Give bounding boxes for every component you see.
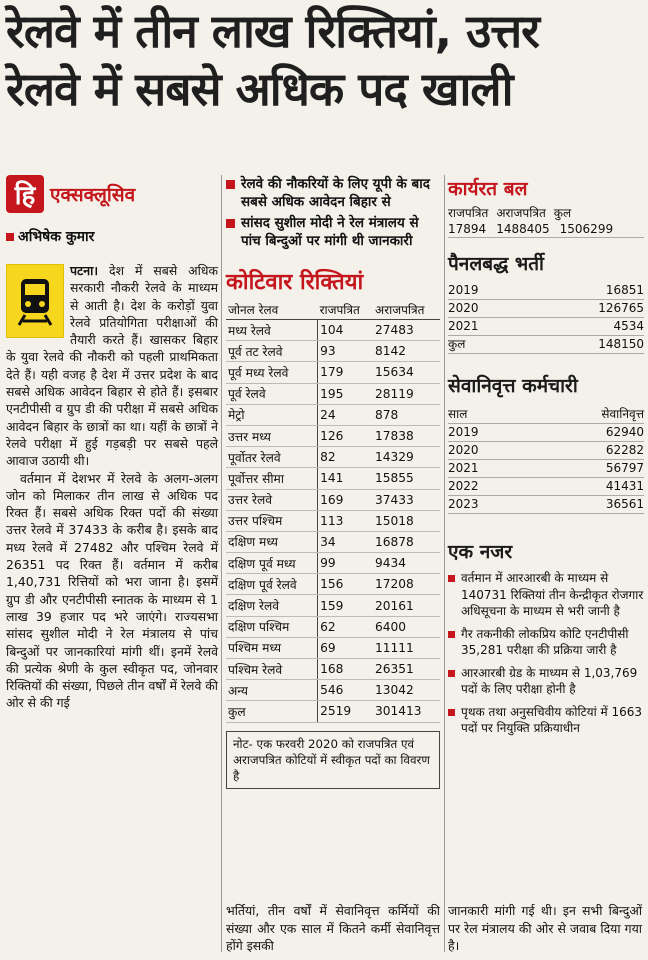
table-header-row [226,300,440,320]
zone-name-cell: पूर्व रेलवे [226,383,318,404]
zone-column [226,175,440,789]
zone-name-cell: पूर्वोत्तर सीमा [226,468,318,489]
value-cell: 169 [318,489,373,510]
table-row: 2021 4534 [448,318,644,336]
value-cell: 37433 [373,489,440,510]
table-row [226,383,440,404]
value-cell: 82 [318,447,373,468]
zone-name-cell: दक्षिण मध्य [226,531,318,552]
highlights [226,175,440,250]
article-continuation: जानकारी मांगी गई थी। इन सभी बिन्दुओं पर रेल मंत्रालय की ओर से जवाब दिया गया है। [448,903,642,953]
panel-title: पैनलबद्ध भर्ती [448,253,544,275]
table-row: कुल 148150 [448,336,644,354]
value-cell: 17838 [373,425,440,446]
table-row [226,404,440,425]
square-bullet-icon [226,180,235,189]
workforce-title: कार्यरत बल [448,178,528,200]
value-cell: 34 [318,531,373,552]
zone-name-cell: दक्षिण पूर्व मध्य [226,553,318,574]
table-row [226,362,440,383]
zone-name-cell: अन्य [226,680,318,701]
table-row: 2019 62940 [448,424,644,442]
byline [6,227,218,246]
table-row: 2020 62282 [448,442,644,460]
square-bullet-icon [448,575,455,582]
table-note: नोट- एक फरवरी 2020 को राजपत्रित एवं अराजपत्रित कोटियों में स्वीकृत पदों का विवरण है [226,731,440,789]
table-row [226,701,440,722]
value-cell: 17208 [373,574,440,595]
zone-table-title: कोटिवार रिक्तियां [226,269,364,295]
value-cell: 93 [318,341,373,362]
table-row: 2023 36561 [448,496,644,514]
zone-name-cell: पूर्वोतर रेलवे [226,447,318,468]
zone-name-cell: दक्षिण पश्चिम [226,616,318,637]
list-item: पृथक तथा अनुसचिवीय कोटियां में 1663 पदों पर नियुक्ति प्रक्रियाधीन [448,704,644,737]
table-row [226,553,440,574]
square-bullet-icon [448,670,455,677]
zone-vacancy-table [226,300,440,723]
table-row [226,320,440,341]
headline [6,2,642,118]
value-cell: 141 [318,468,373,489]
value-cell: 11111 [373,637,440,658]
table-row [226,447,440,468]
hindustan-logo: हि [6,175,44,213]
table-row [226,595,440,616]
value-cell: 6400 [373,616,440,637]
column-divider [444,175,445,952]
zone-name-cell: उत्तर पश्चिम [226,510,318,531]
value-cell: 159 [318,595,373,616]
value-cell: 179 [318,362,373,383]
table-row [226,680,440,701]
list-item: गैर तकनीकी लोकप्रिय कोटि एनटीपीसी 35,281 परीक्षा की प्रक्रिया जारी है [448,626,644,659]
value-cell: 8142 [373,341,440,362]
workforce-value-row: 17894 1488405 1506299 [448,221,644,238]
value-cell: 13042 [373,680,440,701]
table-row [226,489,440,510]
article-paragraph-2: वर्तमान में देशभर में रेलवे के अलग-अलग जोन को मिलाकर तीन लाख से अधिक पद रिक्त हैं। सबसे अधिक रिक्त पदों की संख्या उत्तर रेलवे में 37433 के करीब है। इसके बाद मध्य रेलवे में 27482 और पश्चिम रेलवे में 26351 पद रिक्त हैं। वर्तमान में करीब 1,40,731 रित्तियों को भरा जाना है। इसमें ग्रुप डी और एनटीपीसी स्नातक के माध्यम से 1 लाख 39 हजार पद भरे जाएंगे। राज्यसभा सांसद सुशील मोदी ने रेल मंत्रालय से पांच बिन्दुओं पर जानकारियां मांगी थीं। इनमें रेलवे की प्रत्येक श्रेणी के कुल स्वीकृत पद, जोनवार रिक्तियों की संख्या, पिछले तीन वर्षों में रेलवे की ओर से की गई [6,470,219,711]
table-row: 2019 16851 [448,282,644,300]
zone-name-cell: मध्य रेलवे [226,320,318,341]
table-row [226,425,440,446]
zone-name-cell: पूर्व मध्य रेलवे [226,362,318,383]
zone-name-cell: उत्तर रेलवे [226,489,318,510]
value-cell: 195 [318,383,373,404]
retired-header-row: साल सेवानिवृत्त [448,406,644,424]
stats-column [448,175,644,743]
headline-line-1: रेलवे में तीन लाख रिक्तियां, उत्तर [6,4,539,58]
glance-list [448,570,644,737]
value-cell: 301413 [373,701,440,722]
author-name: अभिषेक कुमार [18,229,95,245]
zone-name-cell: पश्चिम मध्य [226,637,318,658]
article-continuation: भर्तियां, तीन वर्षों में सेवानिवृत्त कर्मियों की संख्या और एक साल में कितने कर्मी सेवानिवृत्त होंगे इसकी [226,903,440,953]
value-cell: 168 [318,659,373,680]
value-cell: 16878 [373,531,440,552]
headline-line-2: रेलवे में सबसे अधिक पद खाली [6,62,513,116]
highlight-item: रेलवे की नौकरियों के लिए यूपी के बाद सबसे अधिक आवेदन बिहार से [226,175,440,211]
retired-table [448,424,644,514]
value-cell: 27483 [373,320,440,341]
table-row [226,637,440,658]
highlight-item: सांसद सुशील मोदी ने रेल मंत्रालय से पांच बिन्दुओं पर मांगी थी जानकारी [226,214,440,250]
workforce-header-row: राजपत्रित अराजपत्रित कुल [448,206,572,220]
value-cell: 104 [318,320,373,341]
train-icon [6,264,64,338]
dateline: पटना। [70,263,99,278]
zone-name-cell: दक्षिण पूर्व रेलवे [226,574,318,595]
square-bullet-icon [226,219,235,228]
square-bullet-icon [448,709,455,716]
exclusive-tag [6,175,218,213]
article-column [6,175,218,712]
value-cell: 99 [318,553,373,574]
table-row [226,616,440,637]
retired-title: सेवानिवृत्त कर्मचारी [448,375,578,397]
column-header: राजपत्रित [318,300,373,320]
table-row: 2020 126765 [448,300,644,318]
table-row: 2021 56797 [448,460,644,478]
zone-name-cell: कुल [226,701,318,722]
value-cell: 20161 [373,595,440,616]
value-cell: 69 [318,637,373,658]
zone-name-cell: उत्तर मध्य [226,425,318,446]
article-paragraph-1 [6,262,218,470]
value-cell: 9434 [373,553,440,574]
value-cell: 24 [318,404,373,425]
value-cell: 878 [373,404,440,425]
zone-name-cell: पश्चिम रेलवे [226,659,318,680]
table-row [226,468,440,489]
value-cell: 546 [318,680,373,701]
table-row [226,659,440,680]
table-row [226,531,440,552]
square-bullet-icon [6,233,14,241]
exclusive-label: एक्सक्लूसिव [50,184,136,206]
column-divider [221,175,222,952]
column-header: अराजपत्रित [373,300,440,320]
value-cell: 15855 [373,468,440,489]
value-cell: 26351 [373,659,440,680]
table-row [226,510,440,531]
panel-table [448,282,644,354]
value-cell: 2519 [318,701,373,722]
value-cell: 62 [318,616,373,637]
zone-name-cell: मेट्रो [226,404,318,425]
value-cell: 113 [318,510,373,531]
column-header: जोनल रेलव [226,300,318,320]
table-row [226,341,440,362]
paragraph-text: देश में सबसे अधिक सरकारी नौकरी रेलवे के माध्यम से आती है। देश के करोड़ों युवा रेलवे प्रतियोगिता परीक्षाओं की तैयारी करते हैं। खासकर बिहार के युवा रेलवे की नौकरी को पहली प्राथमिकता देते हैं। यही वजह है देश में उत्तर प्रदेश के बाद सबसे अधिक आवेदन बिहार से होते हैं। इसबार एनटीपीसी व ग्रुप डी की परीक्षा में सबसे अधिक आवेदन बिहार के छात्रों का था। यहीं के छात्रों ने रेलवे परीक्षा में हुई गड़बड़ी पर सबसे पहले आवाज उठायी थी। [6,263,218,469]
value-cell: 15018 [373,510,440,531]
value-cell: 14329 [373,447,440,468]
zone-name-cell: दक्षिण रेलवे [226,595,318,616]
list-item: आरआरबी ग्रेड के माध्यम से 1,03,769 पदों के लिए परीक्षा होनी है [448,665,644,698]
table-row: 2022 41431 [448,478,644,496]
square-bullet-icon [448,631,455,638]
list-item: वर्तमान में आरआरबी के माध्यम से 140731 रिक्तियां तीन केन्द्रीकृत रोजगार अधिसूचना के माध्यम से भरी जानी है [448,570,644,620]
value-cell: 28119 [373,383,440,404]
zone-name-cell: पूर्व तट रेलवे [226,341,318,362]
value-cell: 15634 [373,362,440,383]
table-row [226,574,440,595]
value-cell: 126 [318,425,373,446]
glance-title: एक नजर [448,541,513,563]
value-cell: 156 [318,574,373,595]
